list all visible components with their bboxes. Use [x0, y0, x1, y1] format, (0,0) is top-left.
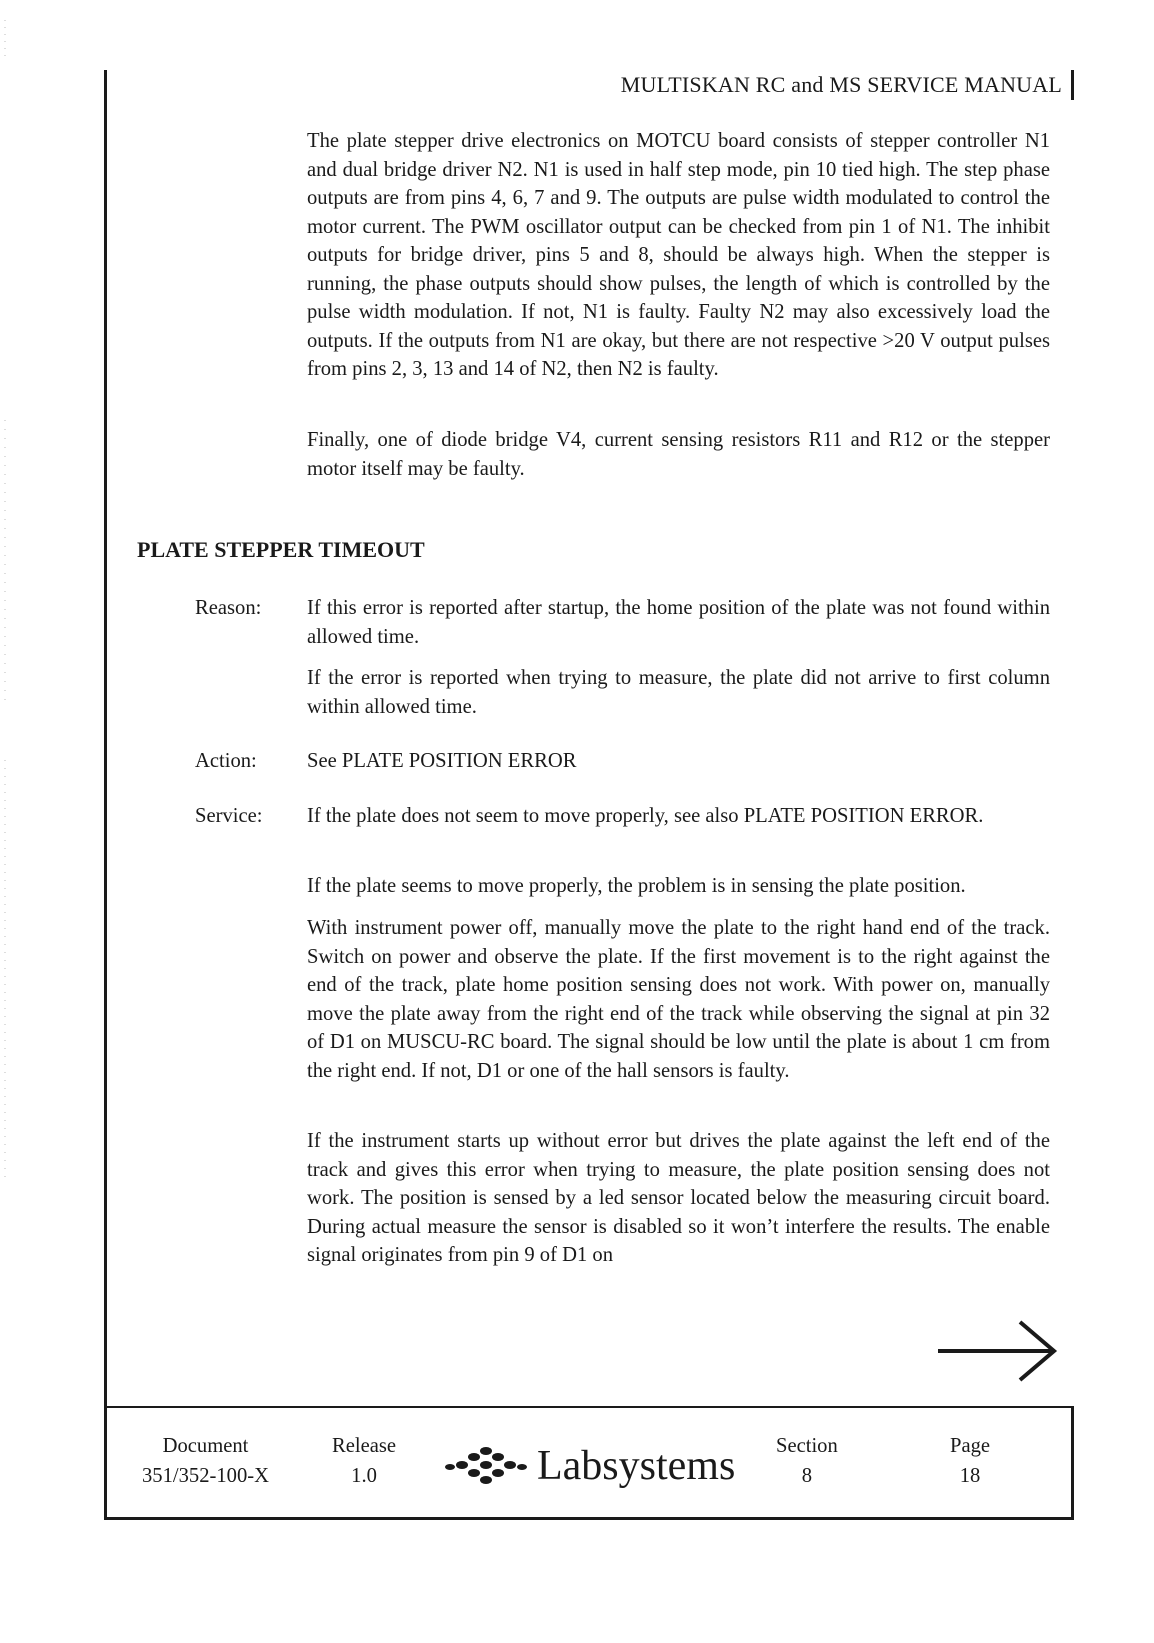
- footer-release-label: Release: [332, 1435, 397, 1457]
- footer-document-label: Document: [162, 1435, 249, 1457]
- footer-page: [950, 1431, 990, 1491]
- section-heading: PLATE STEPPER TIMEOUT: [137, 537, 425, 562]
- footer-document-value: 351/352-100-X: [142, 1465, 269, 1487]
- reason-paragraph-2: If the error is reported when trying to measure, the plate did not arrive to first column within allowed time.: [307, 667, 1050, 718]
- labsystems-logo: [443, 1434, 735, 1498]
- footer-bottom-rule: [104, 1517, 1074, 1520]
- page-frame-left-rule: [104, 70, 107, 1520]
- footer-right-rule: [1071, 1406, 1074, 1520]
- footer-release: [332, 1431, 396, 1491]
- action-label: Action:: [195, 750, 257, 772]
- footer-page-label: Page: [950, 1435, 991, 1457]
- intro-paragraph-2: Finally, one of diode bridge V4, current sensing resistors R11 and R12 or the stepper motor itself may be faulty.: [307, 429, 1050, 480]
- reason-label: Reason:: [195, 597, 262, 619]
- footer-section-value: 8: [801, 1465, 813, 1487]
- action-text: See PLATE POSITION ERROR: [307, 750, 577, 772]
- scan-margin-marks: [4, 0, 8, 1643]
- footer-section: [776, 1431, 838, 1491]
- logo-text: Labsystems: [537, 1443, 736, 1489]
- right-arrow-icon: [936, 1318, 1060, 1384]
- footer-document: [142, 1431, 269, 1491]
- service-paragraph-4: If the instrument starts up without error but drives the plate against the left end of the track and gives this error when trying to measure, the plate position sensing does not work. The position is sensed by a led sensor located below the measuring circuit board. During actual measure the sensor is disabled so it won’t interfere the results. The enable signal originates from pin 9 of D1 on: [307, 1130, 1050, 1266]
- footer-page-value: 18: [959, 1465, 981, 1487]
- footer-section-label: Section: [776, 1435, 838, 1457]
- intro-paragraph-1: The plate stepper drive electronics on MOTCU board consists of stepper controller N1 and dual bridge driver N2. N1 is used in half step mode, pin 10 tied high. The step phase outputs are from pins 4, 6, 7 and 9. The outputs are pulse width modulated to control the motor current. The PWM oscillator output can be checked from pin 1 of N1. The inhibit outputs for bridge driver, pins 5 and 8, should be always high. When the stepper is running, the phase outputs should show pulses, the length of which is controlled by the pulse width modulation. If not, N1 is faulty. Faulty N2 may also excessively load the outputs. If the outputs from N1 are okay, but there are not respective >20 V output pulses from pins 2, 3, 13 and 14 of N2, then N2 is faulty.: [307, 130, 1050, 380]
- manual-title: MULTISKAN RC and MS SERVICE MANUAL: [620, 72, 1062, 97]
- reason-paragraph-1: If this error is reported after startup, the home position of the plate was not found within allowed time.: [307, 597, 1050, 648]
- service-paragraph-2: If the plate seems to move properly, the problem is in sensing the plate position.: [307, 875, 966, 897]
- footer-release-value: 1.0: [351, 1465, 377, 1487]
- service-paragraph-1: If the plate does not seem to move properly, see also PLATE POSITION ERROR.: [307, 805, 984, 827]
- footer-top-rule: [104, 1406, 1074, 1408]
- service-paragraph-3: With instrument power off, manually move the plate to the right hand end of the track. Switch on power and observe the plate. If the first movement is to the right against the end of the track, plate home position sensing does not work. With power on, manually move the plate away from the right end of the track while observing the signal at pin 32 of D1 on MUSCU-RC board. The signal should be low until the plate is about 1 cm from the right end. If not, D1 or one of the hall sensors is faulty.: [307, 917, 1050, 1082]
- page-frame-right-rule: [1071, 70, 1074, 100]
- labsystems-logo-mark-icon: [443, 1446, 529, 1486]
- service-label: Service:: [195, 805, 263, 827]
